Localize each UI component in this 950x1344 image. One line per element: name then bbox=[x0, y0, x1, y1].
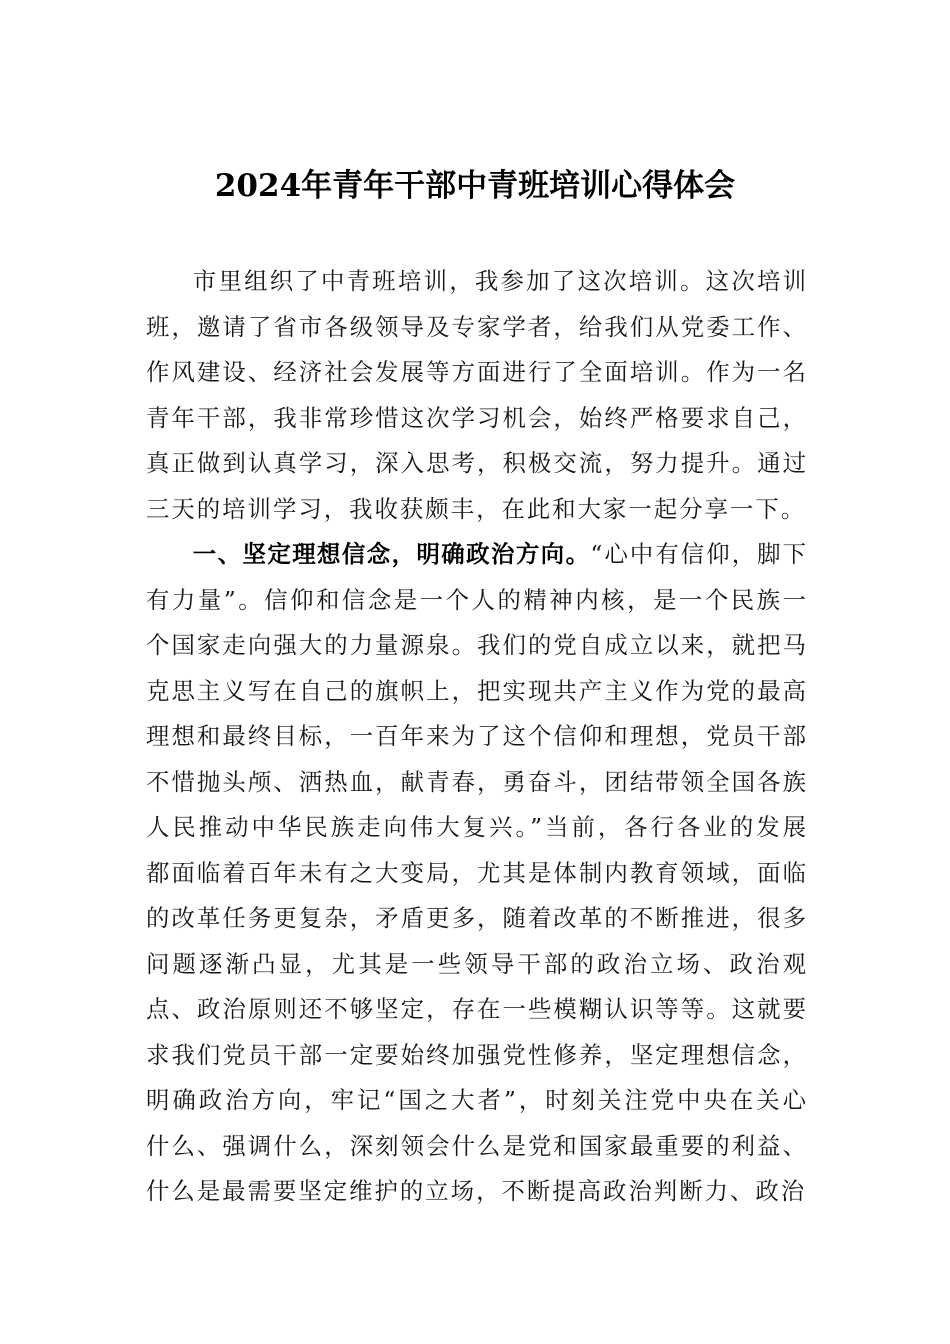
section-heading: 一、坚定理想信念，明确政治方向。 bbox=[192, 540, 591, 568]
paragraph-intro: 市里组织了中青班培训，我参加了这次培训。这次培训班，邀请了省市各级领导及专家学者，给我们从党委工作、作风建设、经济社会发展等方面进行了全面培训。作为一名青年干部，我非常珍惜这次学习机会，始终严格要求自己，真正做到认真学习，深入思考，积极交流，努力提升。通过三天的培训学习，我收获颇丰，在此和大家一起分享一下。 bbox=[146, 267, 808, 523]
paragraph-section-one bbox=[146, 532, 808, 1215]
document-body bbox=[146, 259, 808, 1215]
document-title: 2024年青年干部中青班培训心得体会 bbox=[214, 168, 736, 204]
section-body-text: “心中有信仰，脚下有力量”。信仰和信念是一个人的精神内核，是一个民族一个国家走向强大的力量源泉。我们的党自成立以来，就把马克思主义写在自己的旗帜上，把实现共产主义作为党的最高理想和最终目标，一百年来为了这个信仰和理想，党员干部不惜抛头颅、洒热血，献青春，勇奋斗，团结带领全国各族人民推动中华民族走向伟大复兴。”当前，各行各业的发展都面临着百年未有之大变局，尤其是体制内教育领域，面临的改革任务更复杂，矛盾更多，随着改革的不断推进，很多问题逐渐凸显，尤其是一些领导干部的政治立场、政治观点、政治原则还不够坚定，存在一些模糊认识等等。这就要求我们党员干部一定要始终加强党性修养，坚定理想信念，明确政治方向，牢记“国之大者”，时刻关注党中央在关心什么、强调什么，深刻领会什么是党和国家最重要的利益、什么是最需要坚定维护的立场，不断提高政治判断力、政治 bbox=[146, 540, 808, 1205]
